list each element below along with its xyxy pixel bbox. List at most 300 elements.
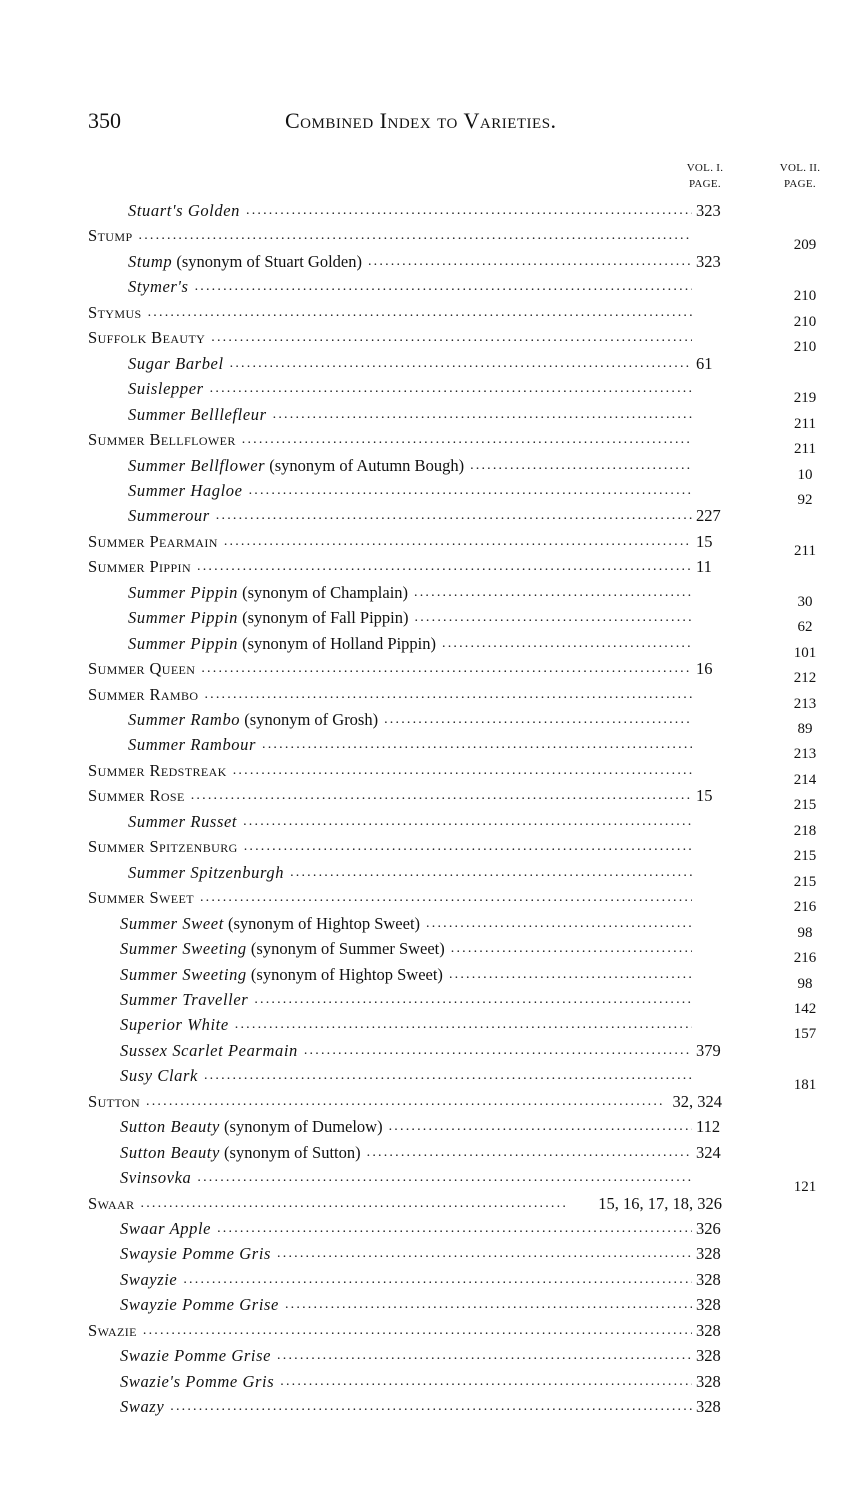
entry-label — [120, 1345, 271, 1367]
vol1-page: 323 — [696, 201, 721, 220]
variety-name: Summer Pippin — [128, 608, 238, 628]
vol1-page: 15 — [696, 786, 713, 806]
index-entry — [0, 378, 850, 407]
column-header-line: VOL. II. — [779, 162, 821, 174]
index-entry — [0, 1116, 850, 1138]
variety-name: Stuart's Golden — [128, 201, 240, 220]
entry-text — [128, 633, 692, 655]
entry-label — [120, 1371, 274, 1393]
entry-label — [88, 785, 185, 807]
variety-name: Sussex Scarlet Pearmain — [120, 1040, 298, 1060]
vol2-page: 101 — [793, 644, 817, 661]
dot-leader — [224, 531, 692, 553]
entry-label — [128, 200, 240, 222]
variety-name: Sutton Beauty — [120, 1117, 220, 1137]
entry-text — [120, 1142, 692, 1164]
index-entry — [0, 505, 850, 527]
dot-leader — [277, 1243, 692, 1265]
variety-name: Summer Spitzenburg — [88, 837, 238, 857]
entry-label — [120, 1167, 191, 1189]
entry-label — [120, 1014, 229, 1036]
vol1-page: 11 — [696, 557, 712, 577]
entry-label — [120, 1218, 211, 1240]
entry-text — [120, 1218, 692, 1240]
index-entry — [0, 1320, 850, 1342]
entry-text — [128, 862, 692, 884]
variety-name: Swayzie — [120, 1269, 178, 1289]
entry-text — [128, 582, 692, 604]
vol2-page: 210 — [793, 339, 817, 356]
entry-label — [128, 276, 189, 298]
dot-leader — [200, 887, 692, 909]
entry-text — [88, 327, 692, 349]
entry-text — [128, 276, 692, 298]
dot-leader — [290, 862, 692, 884]
entry-text — [128, 353, 692, 375]
variety-name: Summer Pippin — [88, 557, 192, 577]
index-entry — [0, 862, 850, 890]
dot-leader — [389, 1116, 692, 1138]
variety-name: Swazie's Pomme Gris — [120, 1371, 275, 1391]
column-header-vol2 — [770, 160, 830, 192]
entry-text — [128, 607, 692, 629]
page-number: 350 — [88, 108, 121, 133]
variety-name: Summerour — [128, 506, 210, 526]
entry-text — [88, 1193, 566, 1215]
entry-text — [88, 531, 692, 553]
vol2-page: 62 — [797, 619, 813, 636]
entry-text — [88, 225, 692, 247]
index-entry — [0, 964, 850, 992]
dot-leader — [426, 913, 692, 935]
vol2-page: 215 — [793, 848, 817, 865]
index-entry — [0, 556, 850, 578]
entry-text — [120, 964, 692, 986]
dot-leader — [451, 938, 692, 960]
entry-label — [120, 1396, 164, 1418]
vol2-page: 212 — [793, 670, 817, 687]
dot-leader — [139, 225, 692, 247]
synonym-note: (synonym of Dumelow) — [224, 1117, 383, 1137]
index-entry — [0, 1371, 850, 1393]
variety-name: Sutton — [88, 1091, 141, 1111]
vol2-page: 211 — [794, 542, 816, 559]
dot-leader — [230, 353, 692, 375]
vol2-page: 218 — [793, 822, 817, 839]
synonym-note: (synonym of Fall Pippin) — [242, 608, 409, 628]
dot-leader — [141, 1193, 566, 1215]
entry-label — [128, 455, 464, 477]
variety-name: Summer Sweeting — [120, 939, 247, 959]
entry-label — [128, 378, 204, 400]
entry-label — [120, 1116, 383, 1138]
vol2-page: 213 — [793, 746, 817, 763]
entry-label — [88, 556, 191, 578]
vol2-page: 121 — [793, 1179, 817, 1196]
variety-name: Swazie — [88, 1320, 137, 1340]
synonym-note: (synonym of Sutton) — [224, 1142, 361, 1162]
vol1-page: 323 — [696, 251, 721, 271]
variety-name: Swaysie Pomme Gris — [120, 1244, 272, 1264]
dot-leader — [143, 1320, 692, 1342]
entry-text — [120, 938, 692, 960]
entry-text — [120, 1116, 692, 1138]
entry-text — [120, 1294, 692, 1316]
dot-leader — [285, 1294, 692, 1316]
synonym-note: (synonym of Stuart Golden) — [176, 251, 362, 271]
entry-label — [120, 1294, 279, 1316]
vol2-page: 157 — [793, 1026, 817, 1043]
index-entry — [0, 1294, 850, 1316]
variety-name: Superior White — [120, 1015, 229, 1035]
dot-leader — [414, 582, 692, 604]
variety-name: Stump — [88, 226, 133, 246]
page-title: Combined Index to Varieties. — [285, 108, 557, 133]
index-entry — [0, 1065, 850, 1094]
index-entry — [0, 913, 850, 941]
dot-leader — [197, 1167, 692, 1189]
dot-leader — [249, 480, 692, 502]
index-entry — [0, 836, 850, 865]
entry-text — [128, 505, 692, 527]
vol2-page: 211 — [794, 415, 816, 432]
vol2-page: 92 — [797, 491, 813, 508]
entry-text — [120, 1065, 692, 1087]
dot-leader — [254, 989, 692, 1011]
column-header-vol1 — [676, 160, 734, 192]
index-entry — [0, 455, 850, 483]
entry-text — [88, 429, 692, 451]
entry-text — [120, 1396, 692, 1418]
entry-text — [88, 1091, 662, 1113]
synonym-note: (synonym of Hightop Sweet) — [250, 964, 443, 984]
index-entry — [0, 327, 850, 356]
entry-text — [120, 1040, 692, 1062]
dot-leader — [204, 684, 692, 706]
dot-leader — [217, 1218, 692, 1240]
dot-leader — [148, 302, 692, 324]
entry-text — [128, 455, 692, 477]
entry-label — [88, 225, 133, 247]
variety-name: Summer Pippin — [128, 582, 238, 602]
synonym-note: (synonym of Champlain) — [242, 582, 409, 602]
vol2-page: 216 — [793, 899, 817, 916]
index-entry — [0, 887, 850, 916]
entry-text — [128, 811, 692, 833]
dot-leader — [242, 429, 692, 451]
entry-label — [128, 633, 436, 655]
entry-label — [120, 1040, 298, 1062]
vol2-page: 214 — [793, 771, 817, 788]
entry-label — [120, 938, 445, 960]
variety-name: Summer Sweet — [88, 888, 194, 908]
index-entry — [0, 1269, 850, 1291]
index-entry — [0, 1193, 850, 1215]
dot-leader — [243, 811, 692, 833]
index-entry — [0, 251, 850, 273]
index-entry — [0, 811, 850, 839]
entry-text — [128, 709, 692, 731]
variety-name: Summer Belllefleur — [128, 404, 267, 424]
variety-name: Summer Pippin — [128, 633, 238, 653]
vol1-page: 15 — [696, 531, 713, 551]
entry-label — [128, 734, 256, 756]
vol2-page: 30 — [797, 593, 813, 610]
variety-name: Summer Spitzenburgh — [128, 862, 285, 882]
entry-label — [128, 353, 224, 375]
variety-name: Stump — [128, 251, 173, 271]
dot-leader — [204, 1065, 692, 1087]
variety-name: Summer Bellflower — [128, 455, 266, 475]
index-entry — [0, 989, 850, 1017]
entry-label — [88, 531, 218, 553]
dot-leader — [235, 1014, 692, 1036]
entry-label — [88, 327, 205, 349]
dot-leader — [244, 836, 692, 858]
entry-label — [120, 989, 248, 1011]
vol1-page: 16 — [696, 659, 713, 679]
entry-label — [128, 811, 237, 833]
dot-leader — [368, 251, 692, 273]
variety-name: Summer Rambo — [128, 710, 241, 729]
vol2-page: 211 — [794, 441, 816, 458]
entry-text — [120, 1243, 692, 1265]
variety-name: Summer Sweet — [120, 913, 224, 933]
vol1-page: 32, 324 — [672, 1091, 722, 1111]
dot-leader — [367, 1142, 692, 1164]
dot-leader — [233, 760, 692, 782]
dot-leader — [470, 455, 692, 477]
dot-leader — [384, 709, 692, 731]
index-entry — [0, 531, 850, 559]
variety-name: Summer Russet — [128, 811, 238, 831]
index-entry — [0, 1167, 850, 1196]
variety-name: Suislepper — [128, 379, 204, 399]
entry-text — [120, 1167, 692, 1189]
index-entry — [0, 633, 850, 661]
entry-label — [128, 505, 210, 527]
entry-label — [128, 480, 243, 502]
entry-label — [88, 684, 198, 706]
entry-text — [120, 1371, 692, 1393]
vol2-page: 210 — [793, 288, 817, 305]
synonym-note: (synonym of Summer Sweet) — [250, 939, 445, 959]
entry-label — [88, 302, 142, 324]
variety-name: Summer Hagloe — [128, 480, 243, 500]
variety-name: Summer Redstreak — [88, 760, 227, 780]
index-entry — [0, 302, 850, 330]
vol2-page: 89 — [797, 721, 813, 737]
variety-name: Stymer's — [128, 277, 189, 297]
entry-text — [88, 836, 692, 858]
entry-text — [128, 480, 692, 502]
vol2-page: 215 — [793, 797, 817, 814]
vol1-page: 15, 16, 17, 18, 326 — [598, 1193, 722, 1213]
dot-leader — [273, 404, 692, 426]
dot-leader — [211, 327, 692, 349]
dot-leader — [216, 505, 692, 527]
vol1-page: 112 — [696, 1117, 721, 1137]
index-entry — [0, 404, 850, 432]
index-entry — [0, 1396, 850, 1418]
index-entry — [0, 225, 850, 254]
variety-name: Summer Queen — [88, 659, 196, 679]
vol2-page: 216 — [793, 950, 817, 967]
entry-text — [88, 1320, 692, 1342]
index-entry — [0, 1091, 850, 1113]
variety-name: Summer Traveller — [120, 989, 249, 1009]
entry-text — [88, 887, 692, 909]
vol1-page: 324 — [696, 1142, 721, 1162]
entry-text — [120, 913, 692, 935]
entry-text — [88, 658, 692, 680]
vol1-page: 227 — [696, 506, 721, 526]
entry-text — [88, 760, 692, 782]
index-entry — [0, 1218, 850, 1240]
vol1-page: 379 — [696, 1040, 721, 1060]
entry-text — [128, 404, 692, 426]
entry-label — [128, 251, 362, 273]
variety-name: Summer Bellflower — [88, 430, 236, 450]
variety-name: Susy Clark — [120, 1066, 198, 1086]
vol2-page: 215 — [793, 873, 817, 890]
variety-name: Summer Sweeting — [120, 964, 247, 984]
variety-name: Sutton Beauty — [120, 1142, 220, 1162]
vol2-page: 209 — [793, 237, 817, 254]
vol2-page: 219 — [793, 390, 817, 407]
vol2-page: 181 — [793, 1077, 817, 1094]
variety-name: Suffolk Beauty — [88, 328, 206, 348]
variety-name: Summer Rose — [88, 786, 185, 806]
entry-label — [128, 404, 267, 426]
index-entry — [0, 1243, 850, 1265]
entry-text — [120, 1345, 692, 1367]
index-entry — [0, 734, 850, 763]
variety-name: Swayzie Pomme Grise — [120, 1295, 279, 1315]
index-entry — [0, 582, 850, 610]
synonym-note: (synonym of Hightop Sweet) — [228, 913, 421, 933]
variety-name: Sugar Barbel — [128, 353, 224, 373]
vol1-page: 328 — [696, 1397, 721, 1417]
entry-label — [88, 836, 238, 858]
variety-name: Swazy — [120, 1397, 165, 1417]
entry-label — [88, 1193, 135, 1215]
variety-name: Stymus — [88, 302, 142, 322]
variety-name: Swaar — [88, 1193, 135, 1213]
dot-leader — [449, 964, 692, 986]
entry-label — [128, 582, 408, 604]
entry-text — [120, 1014, 692, 1036]
synonym-note: (synonym of Grosh) — [244, 710, 379, 729]
vol2-page: 98 — [797, 975, 813, 992]
entry-label — [120, 1269, 177, 1291]
variety-name: Summer Pearmain — [88, 531, 218, 551]
index-entry — [0, 760, 850, 788]
column-header-line: PAGE. — [784, 178, 816, 190]
dot-leader — [262, 734, 692, 756]
dot-leader — [246, 200, 692, 222]
dot-leader — [183, 1269, 692, 1291]
entry-label — [88, 1091, 140, 1113]
variety-name: Swaar Apple — [120, 1219, 212, 1238]
entry-label — [120, 1142, 361, 1164]
vol1-page: 328 — [696, 1346, 721, 1366]
entry-text — [120, 989, 692, 1011]
dot-leader — [415, 607, 692, 629]
entry-text — [128, 200, 692, 222]
synonym-note: (synonym of Autumn Bough) — [269, 455, 465, 475]
entry-label — [120, 964, 443, 986]
variety-name: Swazie Pomme Grise — [120, 1346, 272, 1366]
index-entry — [0, 1345, 850, 1367]
entry-text — [128, 378, 692, 400]
vol2-page: 142 — [793, 1000, 817, 1017]
entry-text — [88, 684, 692, 706]
index-entry — [0, 938, 850, 967]
entry-text — [128, 734, 692, 756]
dot-leader — [277, 1345, 692, 1367]
index-entry — [0, 200, 850, 222]
entry-text — [88, 785, 692, 807]
index-entry — [0, 785, 850, 814]
entry-text — [88, 302, 692, 324]
index-entry — [0, 429, 850, 458]
entry-text — [120, 1269, 692, 1291]
dot-leader — [146, 1091, 662, 1113]
dot-leader — [304, 1040, 692, 1062]
dot-leader — [191, 785, 692, 807]
dot-leader — [170, 1396, 692, 1418]
column-header-line: PAGE. — [689, 178, 721, 190]
entry-label — [88, 429, 236, 451]
vol1-page: 328 — [696, 1244, 721, 1264]
entry-label — [88, 760, 227, 782]
dot-leader — [201, 658, 692, 680]
entry-label — [128, 607, 409, 629]
entry-text — [88, 556, 692, 578]
index-entry — [0, 276, 850, 305]
entry-label — [88, 1320, 137, 1342]
index-entry — [0, 353, 850, 375]
index-entry — [0, 607, 850, 636]
index-entry — [0, 709, 850, 737]
synonym-note: (synonym of Holland Pippin) — [242, 633, 436, 653]
vol1-page: 328 — [696, 1320, 721, 1340]
vol1-page: 328 — [696, 1269, 721, 1289]
vol2-page: 98 — [797, 924, 813, 941]
vol2-page: 10 — [797, 466, 813, 483]
entry-label — [128, 862, 284, 884]
variety-name: Svinsovka — [120, 1168, 192, 1188]
index-entry — [0, 1040, 850, 1062]
index-entry — [0, 480, 850, 508]
entry-text — [128, 251, 692, 273]
variety-name: Summer Rambo — [88, 684, 199, 704]
vol2-page: 210 — [793, 313, 817, 330]
dot-leader — [442, 633, 692, 655]
entry-label — [88, 887, 194, 909]
entry-label — [120, 1243, 271, 1265]
vol2-page: 213 — [793, 695, 817, 712]
entry-label — [88, 658, 195, 680]
index-entry — [0, 684, 850, 712]
vol1-page: 328 — [696, 1371, 721, 1391]
dot-leader — [280, 1371, 692, 1393]
index-entry — [0, 1014, 850, 1043]
vol1-page: 326 — [696, 1219, 721, 1238]
vol1-page: 328 — [696, 1295, 721, 1315]
column-header-line: VOL. I. — [686, 162, 724, 174]
